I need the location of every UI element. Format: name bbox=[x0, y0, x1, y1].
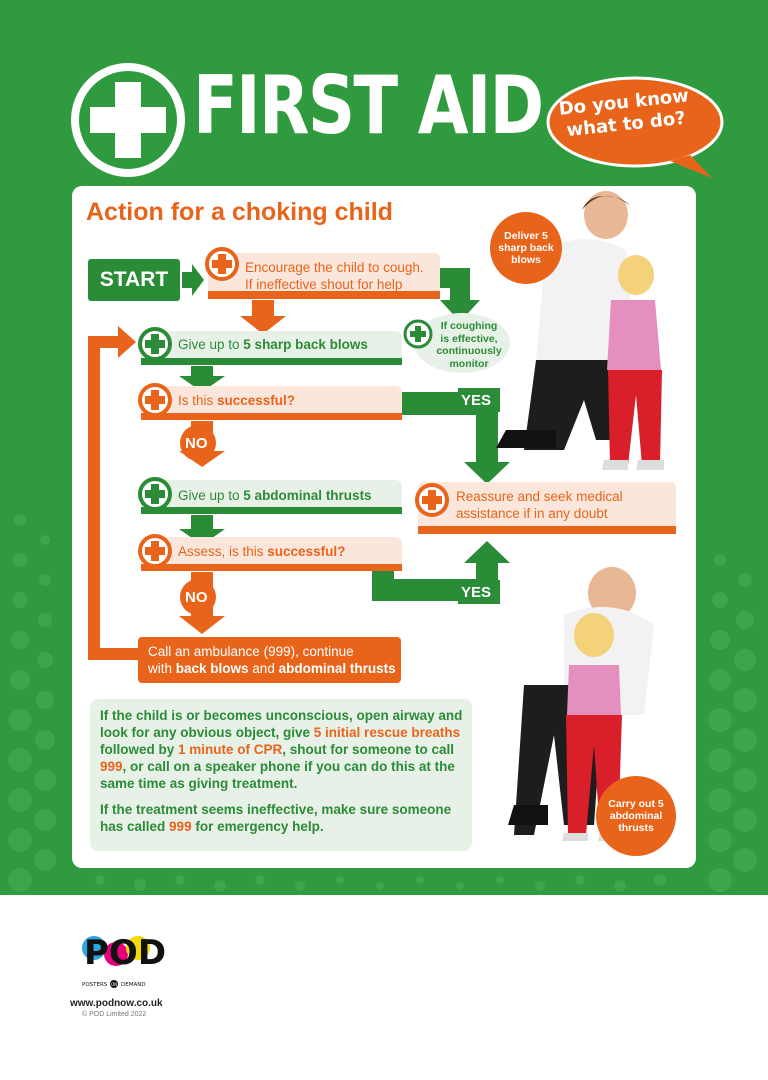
cross-icon-reassure bbox=[417, 485, 447, 515]
no-label-1: NO bbox=[185, 435, 208, 452]
svg-text:POSTERS: POSTERS bbox=[82, 982, 108, 988]
step-success-2-text: Assess, is this successful? bbox=[178, 544, 346, 559]
cross-icon-thrusts bbox=[140, 479, 170, 509]
badge-abdominal-thrusts: Carry out 5 abdominal thrusts bbox=[596, 776, 676, 856]
svg-text:DEMAND: DEMAND bbox=[121, 982, 146, 988]
unconscious-info-text bbox=[100, 707, 466, 844]
step-success-1-text: Is this successful? bbox=[178, 393, 296, 408]
yes-label-1: YES bbox=[461, 392, 492, 409]
footer-copyright: © POD Limited 2022 bbox=[82, 1011, 147, 1018]
info-paragraph-1: If the child is or becomes unconscious, open airway and look for any obvious object, give 5 initial rescue breaths followed by 1 minute of CPR, shout for someone to call 999, or call on a speaker phone if you can do this at the same time as giving treatment. bbox=[100, 708, 463, 791]
footer-url[interactable]: www.podnow.co.uk bbox=[70, 998, 163, 1009]
cross-icon-success-1 bbox=[140, 385, 170, 415]
cross-icon-success-2 bbox=[140, 536, 170, 566]
cross-icon-coughing bbox=[405, 321, 431, 347]
yes-label-2: YES bbox=[461, 584, 492, 601]
svg-text:ON: ON bbox=[111, 982, 118, 987]
cross-icon-back-blows bbox=[140, 329, 170, 359]
step-ambulance-text: Call an ambulance (999), continue with back blows and abdominal thrusts bbox=[148, 644, 396, 676]
svg-text:POD: POD bbox=[84, 933, 167, 973]
step-thrusts-text: Give up to 5 abdominal thrusts bbox=[178, 488, 372, 503]
pod-logo bbox=[78, 926, 167, 992]
speech-bubble-text: Do you know what to do? bbox=[557, 85, 690, 142]
info-paragraph-2: If the treatment seems ineffective, make sure someone has called 999 for emergency help. bbox=[100, 802, 452, 834]
start-label: START bbox=[88, 259, 180, 301]
step-coughing-text: If coughing is effective, continuously monitor bbox=[436, 320, 502, 370]
page-title: FIRST AID bbox=[193, 59, 543, 152]
step-reassure-text: Reassure and seek medical assistance if in any doubt bbox=[456, 489, 623, 521]
step-back-blows-text: Give up to 5 sharp back blows bbox=[178, 337, 368, 352]
section-title: Action for a choking child bbox=[86, 198, 393, 226]
no-label-2: NO bbox=[185, 589, 208, 606]
badge-back-blows: Deliver 5 sharp back blows bbox=[490, 212, 562, 284]
step-encourage-text: Encourage the child to cough. If ineffective shout for help bbox=[245, 260, 424, 292]
cross-icon-encourage bbox=[207, 249, 237, 279]
